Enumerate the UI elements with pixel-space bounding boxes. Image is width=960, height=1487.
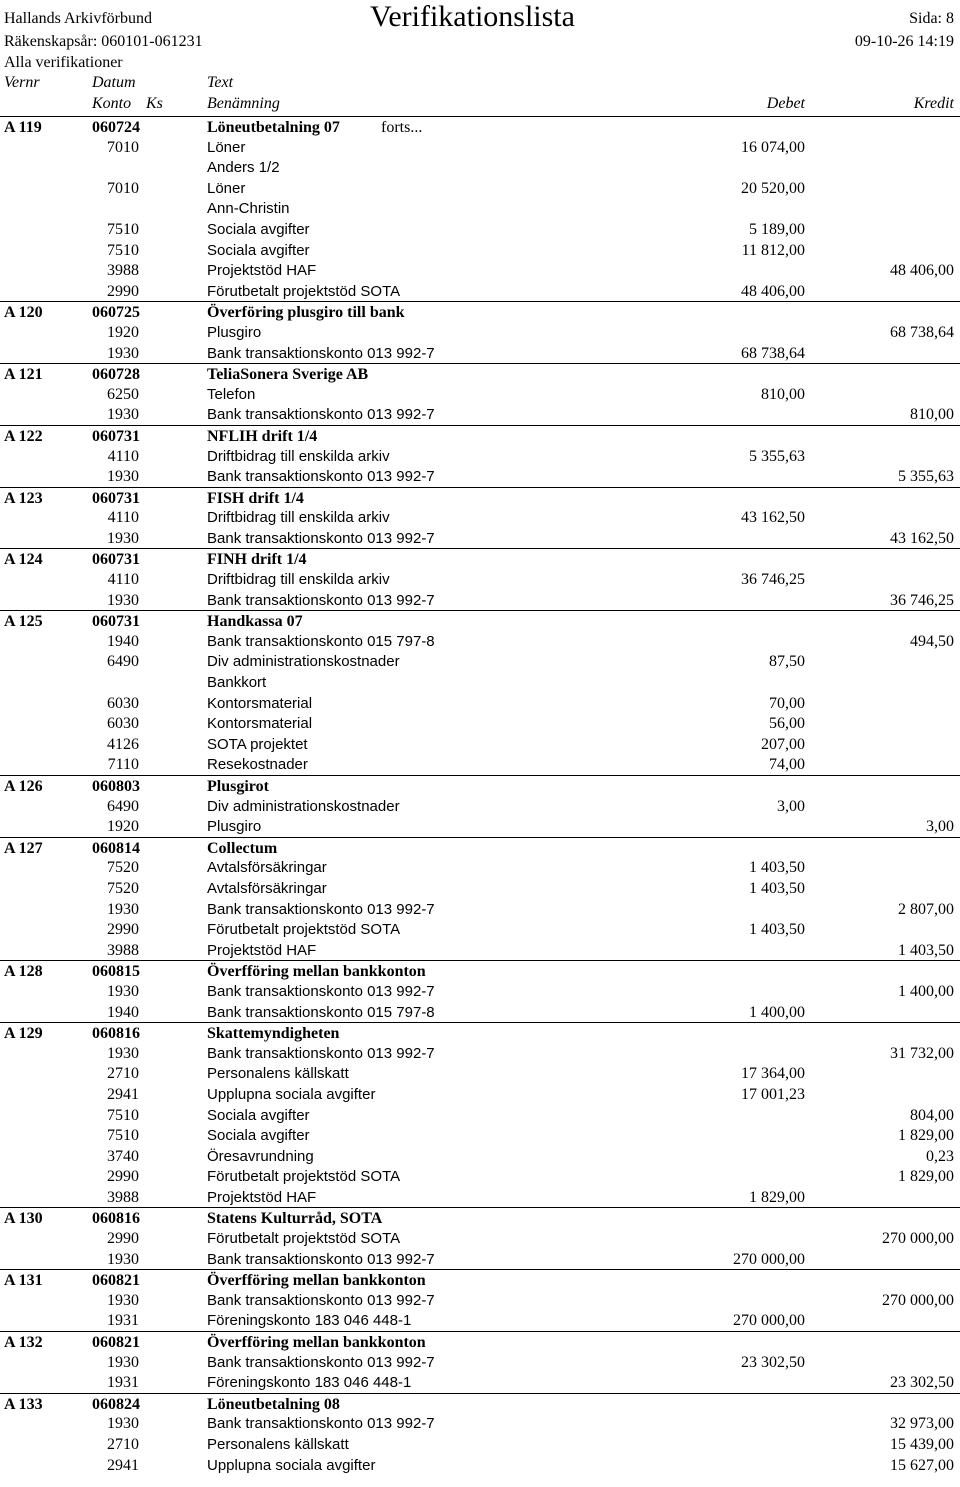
account-number: 1930 (107, 982, 139, 1000)
account-number: 1930 (107, 1415, 139, 1433)
verification-text: Skattemyndigheten (207, 1025, 340, 1043)
datum: 060731 (92, 551, 140, 569)
debit-amount: 16 074,00 (741, 138, 805, 156)
account-name: Kontorsmaterial (207, 694, 313, 712)
credit-amount: 1 400,00 (898, 982, 954, 1000)
account-name: Förutbetalt projektstöd SOTA (207, 282, 401, 300)
account-number: 7010 (107, 138, 139, 156)
account-name: Telefon (207, 385, 256, 403)
account-number: 7010 (107, 179, 139, 197)
account-number: 1931 (107, 1374, 139, 1392)
verification-text: Plusgirot (207, 778, 269, 795)
posting-row (0, 981, 960, 1002)
posting-row (0, 569, 960, 590)
verification-header-row (0, 548, 960, 569)
posting-row (0, 816, 960, 837)
account-name: Projektstöd HAF (207, 1188, 317, 1206)
debit-amount: 1 403,50 (749, 921, 805, 939)
credit-amount: 1 829,00 (898, 1168, 954, 1186)
account-name: Bank transaktionskonto 013 992-7 (207, 1250, 435, 1268)
account-name: SOTA projektet (207, 735, 308, 753)
page-number: Sida: 8 (909, 10, 954, 27)
account-number: 1930 (107, 468, 139, 486)
posting-row (0, 1310, 960, 1331)
debit-amount: 1 400,00 (749, 1003, 805, 1021)
verification-header-row (0, 363, 960, 384)
posting-row (0, 466, 960, 487)
credit-amount: 804,00 (910, 1106, 954, 1124)
credit-amount: 43 162,50 (890, 529, 954, 547)
description-text: Ann-Christin (207, 200, 290, 218)
col-konto: Konto (92, 95, 132, 112)
account-number: 2710 (107, 1065, 139, 1083)
account-name: Öresavrundning (207, 1147, 314, 1165)
verification-header-row (0, 837, 960, 858)
posting-row (0, 1166, 960, 1187)
account-name: Avtalsförsäkringar (207, 879, 327, 897)
account-name: Div administrationskostnader (207, 653, 400, 671)
vernr: A 124 (4, 551, 43, 569)
account-number: 1920 (107, 323, 139, 341)
posting-row (0, 590, 960, 611)
posting-row (0, 1228, 960, 1249)
credit-amount: 2 807,00 (898, 900, 954, 918)
debit-amount: 87,50 (769, 653, 805, 671)
posting-row (0, 1125, 960, 1146)
account-number: 1920 (107, 818, 139, 836)
col-datum: Datum (92, 74, 136, 91)
account-name: Plusgiro (207, 323, 262, 341)
posting-row (0, 631, 960, 652)
verification-header-row (0, 301, 960, 322)
account-number: 2941 (107, 1085, 139, 1103)
datum: 060731 (92, 427, 140, 445)
account-name: Bank transaktionskonto 013 992-7 (207, 982, 435, 1000)
debit-amount: 36 746,25 (741, 571, 805, 589)
credit-amount: 5 355,63 (898, 468, 954, 486)
verification-header-row (0, 610, 960, 631)
account-number: 1930 (107, 591, 139, 609)
credit-amount: 32 973,00 (890, 1415, 954, 1433)
account-number: 1930 (107, 1353, 139, 1371)
credit-amount: 270 000,00 (882, 1291, 954, 1309)
account-number: 2710 (107, 1436, 139, 1453)
verification-text: Collectum (207, 839, 278, 857)
credit-amount: 1 403,50 (898, 941, 954, 959)
account-name: Bank transaktionskonto 013 992-7 (207, 1291, 435, 1309)
account-name: Förutbetalt projektstöd SOTA (207, 921, 401, 939)
fiscal-year: Räkenskapsår: 060101-061231 (4, 33, 203, 50)
credit-amount: 15 627,00 (890, 1456, 954, 1474)
vernr: A 132 (4, 1334, 43, 1352)
datum: 060803 (92, 778, 140, 795)
account-name: Bank transaktionskonto 013 992-7 (207, 344, 435, 362)
posting-row (0, 528, 960, 549)
account-number: 6030 (107, 715, 139, 733)
verification-text: NFLIH drift 1/4 (207, 427, 318, 445)
datum: 060821 (92, 1334, 140, 1352)
account-name: Bank transaktionskonto 013 992-7 (207, 468, 435, 486)
verification-text: Löneutbetalning 08 (207, 1395, 340, 1413)
account-number: 2990 (107, 1230, 139, 1248)
posting-row (0, 734, 960, 755)
debit-amount: 11 812,00 (741, 241, 805, 259)
debit-amount: 207,00 (761, 735, 805, 753)
posting-row (0, 1063, 960, 1084)
verification-header-row (0, 775, 960, 796)
account-number: 1930 (107, 1291, 139, 1309)
datum: 060816 (92, 1210, 140, 1228)
account-name: Sociala avgifter (207, 1106, 310, 1124)
vernr: A 123 (4, 489, 43, 507)
account-name: Bank transaktionskonto 013 992-7 (207, 1353, 435, 1371)
account-name: Löner (207, 179, 246, 197)
posting-row (0, 1290, 960, 1311)
account-name: Plusgiro (207, 818, 262, 836)
account-name: Personalens källskatt (207, 1065, 349, 1083)
posting-row (0, 219, 960, 240)
account-name: Sociala avgifter (207, 1127, 310, 1145)
verification-header-row (0, 1269, 960, 1290)
account-name: Projektstöd HAF (207, 262, 317, 280)
debit-amount: 20 520,00 (741, 179, 805, 197)
account-name: Projektstöd HAF (207, 941, 317, 959)
verification-list (0, 116, 960, 1475)
credit-amount: 810,00 (910, 406, 954, 424)
account-name: Div administrationskostnader (207, 797, 400, 815)
account-name: Sociala avgifter (207, 241, 310, 259)
credit-amount: 48 406,00 (890, 262, 954, 280)
debit-amount: 48 406,00 (741, 282, 805, 300)
account-number: 2990 (107, 1168, 139, 1186)
debit-amount: 68 738,64 (741, 344, 805, 362)
posting-row (0, 260, 960, 281)
account-number: 2990 (107, 921, 139, 939)
vernr: A 129 (4, 1025, 43, 1043)
credit-amount: 270 000,00 (882, 1230, 954, 1248)
posting-row (0, 178, 960, 199)
debit-amount: 56,00 (769, 715, 805, 733)
posting-row (0, 1413, 960, 1434)
debit-amount: 1 403,50 (749, 859, 805, 877)
account-number: 2941 (107, 1456, 139, 1474)
posting-row (0, 857, 960, 878)
account-number: 1930 (107, 406, 139, 424)
posting-row (0, 1249, 960, 1270)
account-number: 7510 (107, 241, 139, 259)
account-name: Driftbidrag till enskilda arkiv (207, 509, 390, 527)
account-number: 3740 (107, 1147, 139, 1165)
verification-text: FINH drift 1/4 (207, 551, 307, 569)
org-name: Hallands Arkivförbund (4, 10, 152, 27)
account-number: 1930 (107, 529, 139, 547)
verification-text: Överfföring mellan bankkonton (207, 1272, 426, 1290)
posting-row (0, 384, 960, 405)
vernr: A 121 (4, 366, 43, 384)
debit-amount: 3,00 (777, 797, 805, 815)
credit-amount: 3,00 (926, 818, 954, 836)
account-number: 6490 (107, 653, 139, 671)
continuation-note: forts... (381, 119, 423, 136)
col-debet: Debet (766, 95, 805, 112)
debit-amount: 270 000,00 (733, 1250, 805, 1268)
account-number: 1930 (107, 900, 139, 918)
posting-row (0, 1105, 960, 1126)
posting-row (0, 1455, 960, 1476)
verification-header-row (0, 1207, 960, 1228)
debit-amount: 43 162,50 (741, 509, 805, 527)
account-name: Sociala avgifter (207, 220, 310, 238)
posting-row (0, 693, 960, 714)
credit-amount: 1 829,00 (898, 1127, 954, 1145)
account-number: 1931 (107, 1312, 139, 1330)
debit-amount: 70,00 (769, 694, 805, 712)
debit-amount: 810,00 (761, 385, 805, 403)
account-number: 4110 (107, 447, 139, 465)
account-number: 7520 (107, 859, 139, 877)
account-name: Bank transaktionskonto 015 797-8 (207, 1003, 435, 1021)
vernr: A 130 (4, 1210, 43, 1228)
datum: 060815 (92, 963, 140, 981)
description-text: Bankkort (207, 674, 267, 692)
account-name: Löner (207, 138, 246, 156)
verification-header-row (0, 116, 960, 137)
verification-text: Överföring plusgiro till bank (207, 304, 405, 322)
account-number: 4110 (107, 509, 139, 527)
account-name: Förutbetalt projektstöd SOTA (207, 1168, 401, 1186)
account-number: 2990 (107, 282, 139, 300)
vernr: A 127 (4, 839, 43, 857)
account-name: Upplupna sociala avgifter (207, 1085, 376, 1103)
account-number: 4110 (107, 571, 139, 589)
credit-amount: 36 746,25 (890, 591, 954, 609)
vernr: A 126 (4, 778, 43, 795)
account-name: Föreningskonto 183 046 448-1 (207, 1374, 412, 1392)
datum: 060816 (92, 1025, 140, 1043)
account-number: 1930 (107, 1044, 139, 1062)
account-number: 7510 (107, 1106, 139, 1124)
posting-row (0, 796, 960, 817)
credit-amount: 23 302,50 (890, 1374, 954, 1392)
posting-row (0, 940, 960, 961)
datum: 060731 (92, 613, 140, 631)
account-name: Resekostnader (207, 756, 308, 774)
posting-row (0, 1434, 960, 1455)
posting-row (0, 1043, 960, 1064)
account-name: Föreningskonto 183 046 448-1 (207, 1312, 412, 1330)
verification-header-row (0, 960, 960, 981)
vernr: A 120 (4, 304, 43, 322)
datum: 060814 (92, 839, 140, 857)
col-text: Text (207, 74, 234, 91)
debit-amount: 23 302,50 (741, 1353, 805, 1371)
col-kredit: Kredit (913, 95, 954, 112)
account-number: 1940 (107, 1003, 139, 1021)
verification-text: Handkassa 07 (207, 613, 303, 631)
posting-row (0, 137, 960, 158)
posting-row (0, 651, 960, 672)
verification-header-row (0, 487, 960, 508)
verification-text: Överfföring mellan bankkonton (207, 1334, 426, 1352)
account-name: Kontorsmaterial (207, 715, 313, 733)
verification-header-row (0, 1022, 960, 1043)
posting-row (0, 404, 960, 425)
datum: 060724 (92, 119, 140, 136)
report-title: Verifikationslista (370, 0, 575, 33)
vernr: A 119 (4, 119, 42, 136)
credit-amount: 494,50 (910, 632, 954, 650)
account-name: Personalens källskatt (207, 1436, 349, 1453)
vernr: A 128 (4, 963, 43, 981)
account-number: 3988 (107, 262, 139, 280)
posting-row (0, 343, 960, 364)
verification-header-row (0, 425, 960, 446)
description-row (0, 672, 960, 693)
account-name: Bank transaktionskonto 013 992-7 (207, 1415, 435, 1433)
credit-amount: 68 738,64 (890, 323, 954, 341)
posting-row (0, 446, 960, 467)
account-name: Driftbidrag till enskilda arkiv (207, 447, 390, 465)
posting-row (0, 1002, 960, 1023)
account-name: Upplupna sociala avgifter (207, 1456, 376, 1474)
account-number: 4126 (107, 735, 139, 753)
account-number: 6490 (107, 797, 139, 815)
print-timestamp: 09-10-26 14:19 (854, 33, 954, 50)
account-number: 7110 (107, 756, 139, 774)
debit-amount: 1 829,00 (749, 1188, 805, 1206)
account-number: 3988 (107, 941, 139, 959)
account-name: Bank transaktionskonto 013 992-7 (207, 529, 435, 547)
account-number: 7510 (107, 220, 139, 238)
datum: 060731 (92, 489, 140, 507)
credit-amount: 0,23 (926, 1147, 954, 1165)
posting-row (0, 754, 960, 775)
account-number: 1930 (107, 1250, 139, 1268)
datum: 060824 (92, 1395, 140, 1413)
account-name: Avtalsförsäkringar (207, 859, 327, 877)
account-name: Bank transaktionskonto 015 797-8 (207, 632, 435, 650)
credit-amount: 31 732,00 (890, 1044, 954, 1062)
credit-amount: 15 439,00 (890, 1436, 954, 1453)
verification-header-row (0, 1393, 960, 1414)
posting-row (0, 1352, 960, 1373)
posting-row (0, 1146, 960, 1167)
col-vernr: Vernr (4, 74, 40, 91)
posting-row (0, 507, 960, 528)
verification-text: TeliaSonera Sverige AB (207, 366, 369, 384)
debit-amount: 5 355,63 (749, 447, 805, 465)
account-number: 6250 (107, 385, 139, 403)
posting-row (0, 1084, 960, 1105)
debit-amount: 74,00 (769, 756, 805, 774)
posting-row (0, 1187, 960, 1208)
description-row (0, 157, 960, 178)
vernr: A 133 (4, 1395, 43, 1413)
verification-text: FISH drift 1/4 (207, 489, 304, 507)
debit-amount: 17 364,00 (741, 1065, 805, 1083)
account-name: Bank transaktionskonto 013 992-7 (207, 900, 435, 918)
posting-row (0, 281, 960, 302)
posting-row (0, 919, 960, 940)
posting-row (0, 1372, 960, 1393)
posting-row (0, 899, 960, 920)
debit-amount: 1 403,50 (749, 879, 805, 897)
report-scope: Alla verifikationer (4, 54, 123, 71)
datum: 060728 (92, 366, 140, 384)
debit-amount: 5 189,00 (749, 220, 805, 238)
description-text: Anders 1/2 (207, 159, 280, 177)
debit-amount: 270 000,00 (733, 1312, 805, 1330)
account-number: 1930 (107, 344, 139, 362)
datum: 060725 (92, 304, 140, 322)
posting-row (0, 322, 960, 343)
description-row (0, 198, 960, 219)
posting-row (0, 878, 960, 899)
vernr: A 131 (4, 1272, 43, 1290)
vernr: A 125 (4, 613, 43, 631)
account-name: Bank transaktionskonto 013 992-7 (207, 406, 435, 424)
account-name: Bank transaktionskonto 013 992-7 (207, 1044, 435, 1062)
debit-amount: 17 001,23 (741, 1085, 805, 1103)
account-number: 7520 (107, 879, 139, 897)
posting-row (0, 713, 960, 734)
account-number: 6030 (107, 694, 139, 712)
account-name: Förutbetalt projektstöd SOTA (207, 1230, 401, 1248)
account-number: 3988 (107, 1188, 139, 1206)
account-name: Bank transaktionskonto 013 992-7 (207, 591, 435, 609)
col-ks: Ks (146, 95, 163, 112)
verification-text: Löneutbetalning 07 (207, 119, 340, 136)
datum: 060821 (92, 1272, 140, 1290)
account-number: 1940 (107, 632, 139, 650)
verification-header-row (0, 1331, 960, 1352)
vernr: A 122 (4, 427, 43, 445)
account-name: Driftbidrag till enskilda arkiv (207, 571, 390, 589)
col-benamning: Benämning (207, 95, 280, 112)
posting-row (0, 240, 960, 261)
verification-text: Överfföring mellan bankkonton (207, 963, 426, 981)
account-number: 7510 (107, 1127, 139, 1145)
verification-text: Statens Kulturråd, SOTA (207, 1210, 383, 1228)
